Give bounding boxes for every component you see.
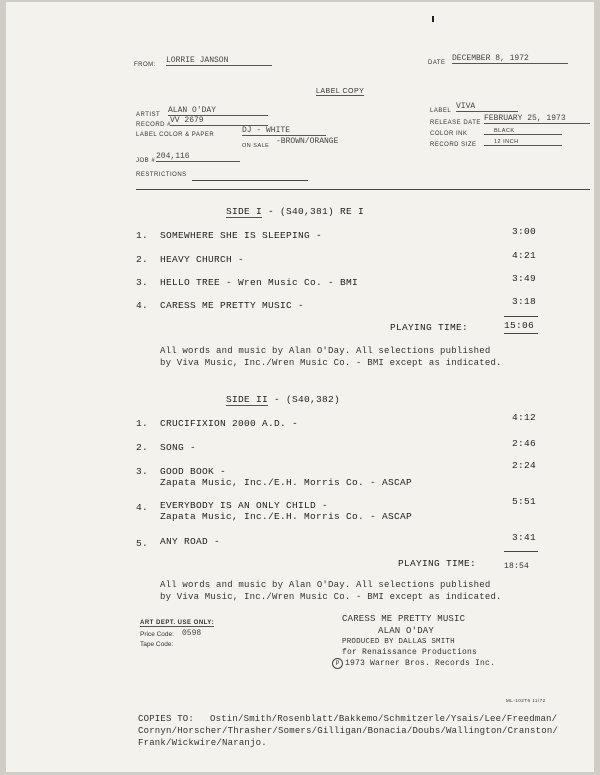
tape-code-label: Tape Code:: [140, 641, 174, 648]
record-size-label: RECORD SIZE: [430, 142, 477, 148]
artist-value: ALAN O'DAY: [168, 106, 268, 116]
record-size-value: 12 INCH: [484, 139, 562, 146]
date-label: DATE: [428, 60, 446, 66]
restrictions-label: RESTRICTIONS: [136, 172, 187, 178]
track-time: 4:12: [512, 412, 537, 423]
job-value: 204,116: [156, 152, 240, 162]
copies-line1: Ostin/Smith/Rosenblatt/Bakkemo/Schmitzerle/Ysais/Lee/Freedman/: [210, 714, 558, 724]
release-date-label: RELEASE DATE: [430, 120, 481, 126]
track-time: 2:46: [512, 438, 537, 449]
color-ink-value: BLACK: [484, 128, 562, 135]
track-number: 3.: [136, 466, 149, 477]
track-title: HELLO TREE - Wren Music Co. - BMI: [160, 277, 359, 288]
side1-total-underline: [504, 333, 538, 334]
album-title: CARESS ME PRETTY MUSIC: [342, 614, 466, 624]
record-value: VV 2679: [170, 116, 268, 126]
art-dept-heading: ART DEPT. USE ONLY:: [140, 620, 214, 626]
track-publisher: Zapata Music, Inc./E.H. Morris Co. - ASCAP: [160, 477, 413, 488]
producer-credit: PRODUCED BY DALLAS SMITH: [342, 638, 455, 646]
copies-line2: Cornyn/Horscher/Thrasher/Somers/Gilligan/Bonacia/Doubs/Wallington/Cranston/: [138, 726, 559, 736]
from-label: FROM:: [134, 62, 156, 68]
track-title: ANY ROAD -: [160, 536, 221, 547]
track-number: 4.: [136, 502, 149, 513]
track-time: 2:24: [512, 460, 537, 471]
copyright-text: 1973 Warner Bros. Records Inc.: [345, 659, 496, 668]
track-time: 3:49: [512, 273, 537, 284]
artist-label: ARTIST: [136, 112, 161, 118]
date-value: DECEMBER 8, 1972: [452, 54, 568, 64]
side1-heading-label: SIDE I: [226, 206, 263, 217]
track-title: EVERYBODY IS AN ONLY CHILD -: [160, 500, 329, 511]
track-number: 5.: [136, 538, 149, 549]
onsale-value: -BROWN/ORANGE: [276, 137, 339, 146]
track-number: 1.: [136, 418, 149, 429]
header-divider: [136, 189, 590, 190]
track-number: 4.: [136, 300, 149, 311]
track-title: SOMEWHERE SHE IS SLEEPING -: [160, 230, 323, 241]
onsale-label: ON SALE: [242, 143, 270, 149]
side2-credits-line2: by Viva Music, Inc./Wren Music Co. - BMI except as indicated.: [160, 592, 502, 602]
copyright-line: [332, 658, 495, 669]
page-title: LABEL COPY: [316, 88, 365, 95]
label-color-label: LABEL COLOR & PAPER: [136, 132, 215, 138]
side2-total-rule: [504, 551, 538, 552]
track-title: GOOD BOOK -: [160, 466, 227, 477]
track-time: 3:18: [512, 296, 537, 307]
label-value: VIVA: [456, 102, 518, 112]
job-label: JOB #: [136, 158, 156, 164]
side2-playing-time-label: PLAYING TIME:: [398, 558, 477, 569]
side1-playing-time-label: PLAYING TIME:: [390, 322, 469, 333]
record-label: RECORD #: [136, 122, 172, 128]
side2-heading: [226, 394, 340, 405]
side2-heading-rest: - (S40,382): [274, 394, 341, 405]
track-time: 3:41: [512, 532, 537, 543]
from-value: LORRIE JANSON: [166, 56, 272, 66]
side1-playing-time: 15:06: [504, 320, 535, 331]
price-code-value: 0598: [182, 629, 202, 638]
form-code: ML-102T6 11/72: [506, 698, 546, 703]
side1-heading: [226, 206, 364, 217]
color-ink-label: COLOR INK: [430, 131, 468, 137]
track-time: 3:00: [512, 226, 537, 237]
track-title: HEAVY CHURCH -: [160, 254, 245, 265]
track-number: 3.: [136, 277, 149, 288]
production-company: for Renaissance Productions: [342, 648, 478, 657]
side2-heading-label: SIDE II: [226, 394, 269, 405]
track-number: 2.: [136, 254, 149, 265]
release-date-value: FEBRUARY 25, 1973: [484, 114, 590, 124]
label-label: LABEL: [430, 108, 452, 114]
price-code-label: Price Code:: [140, 631, 174, 638]
side2-playing-time: 18:54: [504, 562, 530, 571]
punch-mark: [432, 16, 434, 22]
track-title: CARESS ME PRETTY MUSIC -: [160, 300, 305, 311]
restrictions-line: [192, 180, 308, 181]
copies-line3: Frank/Wickwire/Naranjo.: [138, 738, 267, 748]
track-number: 1.: [136, 230, 149, 241]
copies-label: COPIES TO:: [138, 714, 195, 724]
track-title: CRUCIFIXION 2000 A.D. -: [160, 418, 299, 429]
track-number: 2.: [136, 442, 149, 453]
side2-credits-line1: All words and music by Alan O'Day. All selections published: [160, 580, 491, 590]
label-copy-sheet: [6, 2, 594, 772]
phonogram-symbol: P: [332, 658, 343, 669]
track-publisher: Zapata Music, Inc./E.H. Morris Co. - ASCAP: [160, 511, 413, 522]
track-title: SONG -: [160, 442, 197, 453]
track-time: 5:51: [512, 496, 537, 507]
track-time: 4:21: [512, 250, 537, 261]
dj-value: DJ - WHITE: [242, 126, 326, 136]
album-artist: ALAN O'DAY: [378, 626, 435, 636]
side1-heading-rest: - (S40,381) RE I: [268, 206, 365, 217]
side1-credits-line2: by Viva Music, Inc./Wren Music Co. - BMI except as indicated.: [160, 358, 502, 368]
side1-credits-line1: All words and music by Alan O'Day. All selections published: [160, 346, 491, 356]
side1-total-rule: [504, 316, 538, 317]
